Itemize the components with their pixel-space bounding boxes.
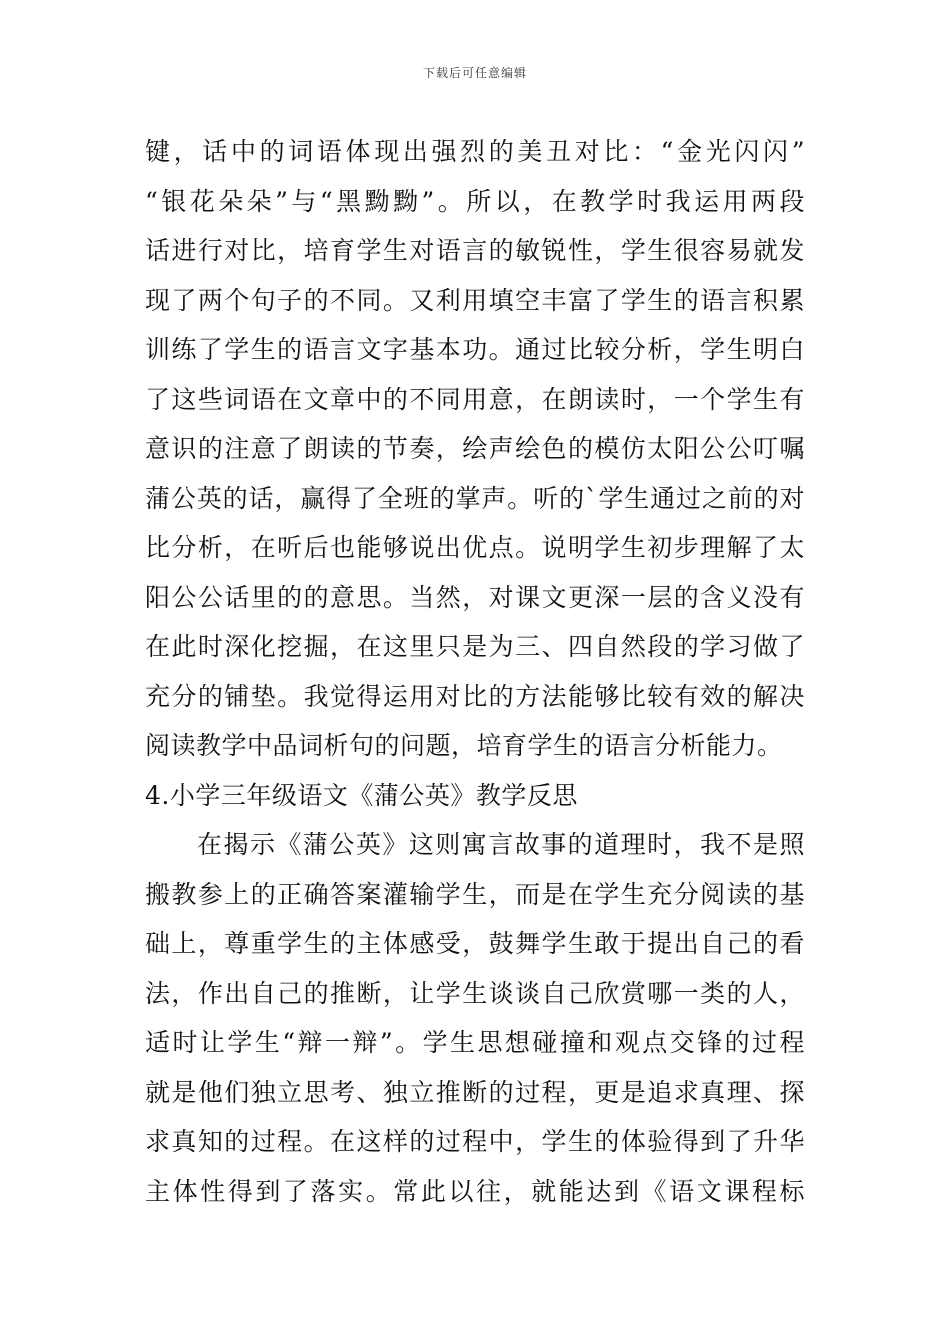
body-line: 法，作出自己的推断，让学生谈谈自己欣赏哪一类的人， — [145, 978, 805, 1008]
body-line: 搬教参上的正确答案灌输学生，而是在学生充分阅读的基 — [145, 879, 805, 909]
section-heading: 4.小学三年级语文《蒲公英》教学反思 — [145, 780, 578, 810]
body-line: 意识的注意了朗读的节奏，绘声绘色的模仿太阳公公叮嘱 — [145, 434, 805, 463]
body-line: 阳公公话里的的意思。当然，对课文更深一层的含义没有 — [145, 582, 805, 612]
body-line: 训练了学生的语言文字基本功。通过比较分析，学生明白 — [145, 335, 805, 364]
body-line: 比分析，在听后也能够说出优点。说明学生初步理解了太 — [145, 533, 805, 562]
body-line: 键，话中的词语体现出强烈的美丑对比：“金光闪闪” — [145, 137, 805, 166]
page-header: 下载后可任意编辑 — [422, 66, 527, 80]
body-line: 充分的铺垫。我觉得运用对比的方法能够比较有效的解决 — [145, 681, 805, 711]
body-line: 适时让学生“辩一辩”。学生思想碰撞和观点交锋的过程 — [145, 1028, 805, 1057]
body-line: 现了两个句子的不同。又利用填空丰富了学生的语言积累 — [145, 285, 805, 315]
body-line: 话进行对比，培育学生对语言的敏锐性，学生很容易就发 — [145, 236, 805, 265]
body-line: “银花朵朵”与“黑黝黝”。所以，在教学时我运用两段 — [145, 186, 805, 216]
body-line: 在揭示《蒲公英》这则寓言故事的道理时，我不是照 — [197, 830, 805, 859]
body-line: 在此时深化挖掘，在这里只是为三、四自然段的学习做了 — [145, 632, 805, 661]
body-line: 主体性得到了落实。常此以往，就能达到《语文课程标 — [145, 1176, 805, 1206]
document-body — [145, 127, 805, 1216]
body-line: 了这些词语在文章中的不同用意，在朗读时，一个学生有 — [145, 384, 805, 414]
body-line: 础上，尊重学生的主体感受，鼓舞学生敢于提出自己的看 — [145, 929, 805, 958]
body-line: 就是他们独立思考、独立推断的过程，更是追求真理、探 — [145, 1077, 805, 1107]
body-line: 蒲公英的话，赢得了全班的掌声。听的`学生通过之前的对 — [145, 483, 805, 513]
body-line: 求真知的过程。在这样的过程中，学生的体验得到了升华 — [145, 1127, 805, 1156]
body-line: 阅读教学中品词析句的问题，培育学生的语言分析能力。 — [145, 731, 783, 760]
